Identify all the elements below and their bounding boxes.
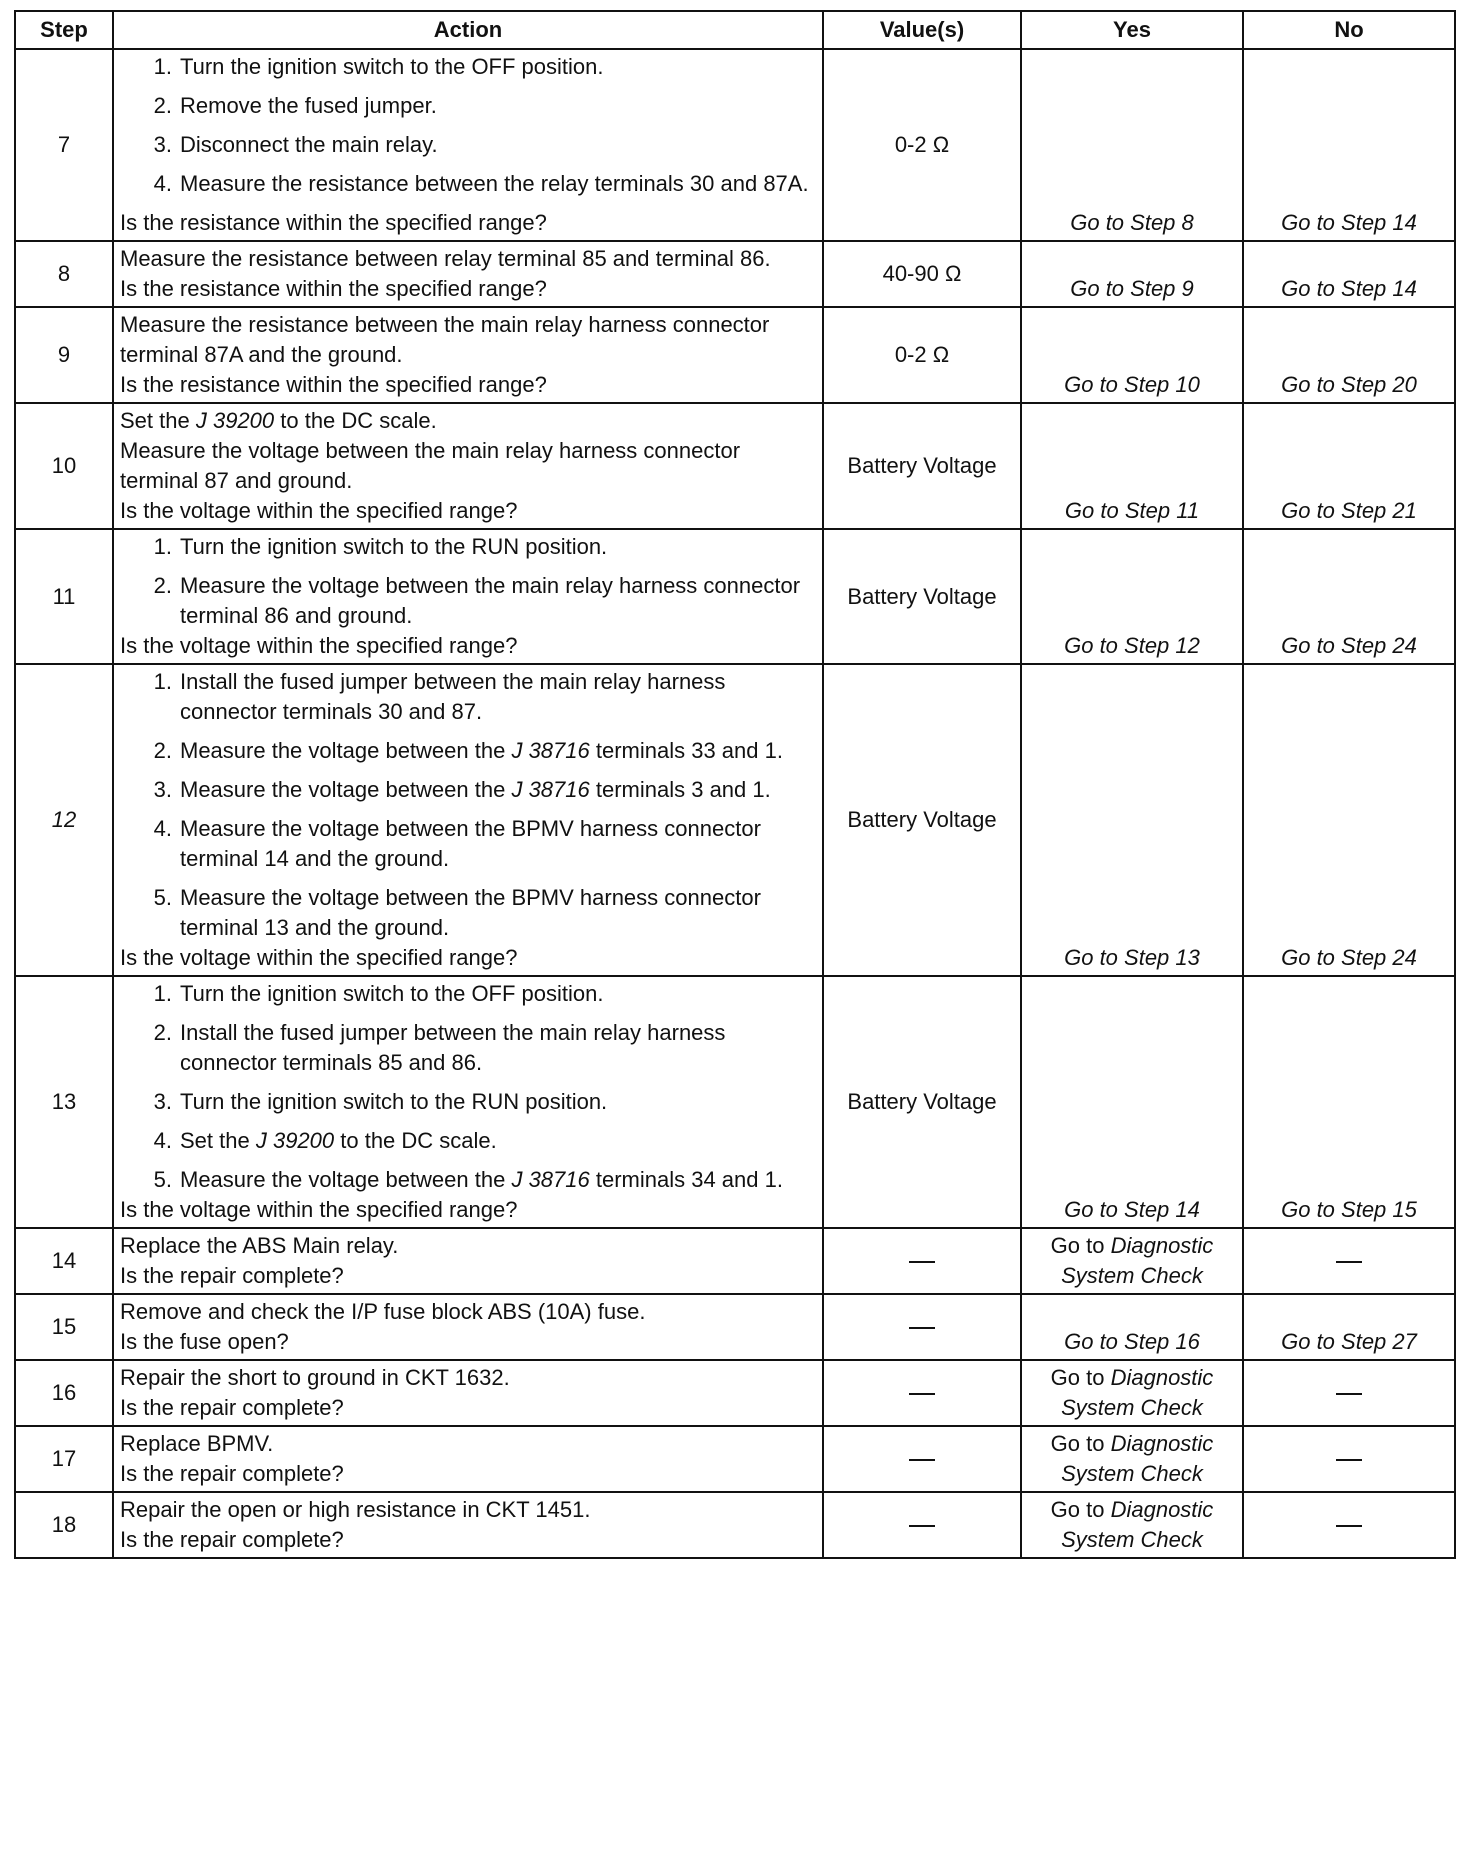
action-cell [113,976,823,1228]
action-question: Is the voltage within the specified range? [120,633,518,658]
tool-name: J 38716 [511,777,590,802]
dash-mark [909,1327,935,1329]
dash-mark [1336,1459,1362,1461]
table-row [15,1228,1455,1294]
value-cell [823,1228,1021,1294]
no-cell [1243,1360,1455,1426]
list-item: 5. Measure the voltage between the BPMV harness connector terminal 13 and the ground. [153,885,761,940]
yes-cell: Go to Step 16 [1021,1294,1243,1360]
action-steps [120,667,818,943]
list-item: 4. Measure the resistance between the relay terminals 30 and 87A. [153,171,809,196]
value-cell [823,1294,1021,1360]
step-number: 16 [15,1360,113,1426]
list-item: 2. Measure the voltage between the J 38716 terminals 33 and 1. [153,738,783,763]
tool-name: J 39200 [195,408,275,433]
action-question: Is the voltage within the specified range? [120,945,518,970]
no-cell: Go to Step 27 [1243,1294,1455,1360]
value-cell [823,1492,1021,1558]
action-cell [113,1360,823,1426]
action-cell [113,1426,823,1492]
table-row [15,1360,1455,1426]
list-item: 5. Measure the voltage between the J 38716 terminals 34 and 1. [153,1167,783,1192]
no-cell: Go to Step 20 [1243,307,1455,403]
list-item: 4. Measure the voltage between the BPMV harness connector terminal 14 and the ground. [153,816,761,871]
yes-cell: Go to Step 8 [1021,49,1243,241]
no-cell: Go to Step 14 [1243,241,1455,307]
dash-mark [909,1393,935,1395]
value-cell: Battery Voltage [823,664,1021,976]
no-cell: Go to Step 14 [1243,49,1455,241]
action-text: Replace BPMV. [120,1431,274,1456]
action-steps [120,979,818,1195]
action-question: Is the resistance within the specified range? [120,372,547,397]
header-no: No [1243,11,1455,49]
step-number: 11 [15,529,113,664]
yes-cell: Go to Step 13 [1021,664,1243,976]
action-cell [113,529,823,664]
action-steps [120,52,818,199]
dash-mark [909,1525,935,1527]
value-cell: 40-90 Ω [823,241,1021,307]
table-row [15,307,1455,403]
dash-mark [1336,1393,1362,1395]
value-cell: 0-2 Ω [823,307,1021,403]
action-question: Is the repair complete? [120,1395,344,1420]
diagnostic-table [14,10,1456,1559]
yes-cell: Go to Diagnostic System Check [1021,1492,1243,1558]
step-number: 15 [15,1294,113,1360]
value-cell: Battery Voltage [823,529,1021,664]
value-cell [823,1360,1021,1426]
action-cell [113,307,823,403]
dash-mark [1336,1525,1362,1527]
table-row [15,241,1455,307]
tool-name: J 38716 [511,738,590,763]
yes-cell: Go to Step 14 [1021,976,1243,1228]
value-cell: Battery Voltage [823,403,1021,529]
step-number: 14 [15,1228,113,1294]
list-item: 3. Disconnect the main relay. [153,132,438,157]
dash-mark [1336,1261,1362,1263]
list-item: 2. Measure the voltage between the main relay harness connector terminal 86 and ground. [153,573,801,628]
action-text: Measure the resistance between the main relay harness connector terminal 87A and the ground. [120,312,770,367]
action-question: Is the resistance within the specified range? [120,210,547,235]
table-row [15,1492,1455,1558]
action-text: Measure the voltage between the main relay harness connector terminal 87 and ground. [120,438,741,493]
action-cell [113,403,823,529]
list-item: 2. Install the fused jumper between the main relay harness connector terminals 85 and 86. [153,1020,726,1075]
action-text: Repair the open or high resistance in CKT 1451. [120,1497,591,1522]
list-item: 3. Measure the voltage between the J 38716 terminals 3 and 1. [153,777,771,802]
step-number: 10 [15,403,113,529]
action-cell [113,1294,823,1360]
table-row [15,664,1455,976]
yes-cell: Go to Diagnostic System Check [1021,1360,1243,1426]
action-question: Is the repair complete? [120,1461,344,1486]
dash-mark [909,1261,935,1263]
action-cell [113,1492,823,1558]
action-text: Set the J 39200 to the DC scale. [120,408,437,433]
yes-cell: Go to Step 12 [1021,529,1243,664]
list-item: 1. Turn the ignition switch to the RUN position. [153,534,608,559]
list-item: 1. Turn the ignition switch to the OFF position. [153,981,604,1006]
yes-cell: Go to Step 10 [1021,307,1243,403]
tool-name: J 39200 [255,1128,335,1153]
action-question: Is the voltage within the specified range? [120,498,518,523]
action-cell [113,241,823,307]
action-question: Is the repair complete? [120,1263,344,1288]
step-number: 12 [15,664,113,976]
action-cell [113,49,823,241]
no-cell: Go to Step 15 [1243,976,1455,1228]
yes-cell: Go to Step 11 [1021,403,1243,529]
dash-mark [909,1459,935,1461]
diagnostic-table-page [14,10,1454,1559]
yes-cell: Go to Diagnostic System Check [1021,1426,1243,1492]
no-cell [1243,1492,1455,1558]
table-row [15,976,1455,1228]
action-question: Is the voltage within the specified range? [120,1197,518,1222]
yes-cell: Go to Step 9 [1021,241,1243,307]
value-cell [823,1426,1021,1492]
header-action: Action [113,11,823,49]
value-cell: 0-2 Ω [823,49,1021,241]
action-text: Replace the ABS Main relay. [120,1233,399,1258]
no-cell: Go to Step 21 [1243,403,1455,529]
action-cell [113,1228,823,1294]
value-cell: Battery Voltage [823,976,1021,1228]
yes-cell: Go to Diagnostic System Check [1021,1228,1243,1294]
action-cell [113,664,823,976]
no-cell: Go to Step 24 [1243,664,1455,976]
action-question: Is the repair complete? [120,1527,344,1552]
action-question: Is the fuse open? [120,1329,289,1354]
list-item: 2. Remove the fused jumper. [153,93,437,118]
header-yes: Yes [1021,11,1243,49]
step-number: 9 [15,307,113,403]
action-text: Remove and check the I/P fuse block ABS (10A) fuse. [120,1299,646,1324]
table-row [15,1426,1455,1492]
action-question: Is the resistance within the specified range? [120,276,547,301]
step-number: 13 [15,976,113,1228]
table-row [15,403,1455,529]
step-number: 7 [15,49,113,241]
list-item: 4. Set the J 39200 to the DC scale. [153,1128,497,1153]
list-item: 1. Turn the ignition switch to the OFF position. [153,54,604,79]
tool-name: J 38716 [511,1167,590,1192]
step-number: 17 [15,1426,113,1492]
action-text: Repair the short to ground in CKT 1632. [120,1365,510,1390]
action-text: Measure the resistance between relay terminal 85 and terminal 86. [120,246,771,271]
header-values: Value(s) [823,11,1021,49]
no-cell: Go to Step 24 [1243,529,1455,664]
table-row [15,529,1455,664]
list-item: 3. Turn the ignition switch to the RUN position. [153,1089,608,1114]
list-item: 1. Install the fused jumper between the main relay harness connector terminals 30 and 87. [153,669,726,724]
no-cell [1243,1426,1455,1492]
table-row [15,1294,1455,1360]
table-row [15,49,1455,241]
no-cell [1243,1228,1455,1294]
action-steps [120,532,818,631]
table-header-row [15,11,1455,49]
step-number: 18 [15,1492,113,1558]
step-number: 8 [15,241,113,307]
header-step: Step [15,11,113,49]
